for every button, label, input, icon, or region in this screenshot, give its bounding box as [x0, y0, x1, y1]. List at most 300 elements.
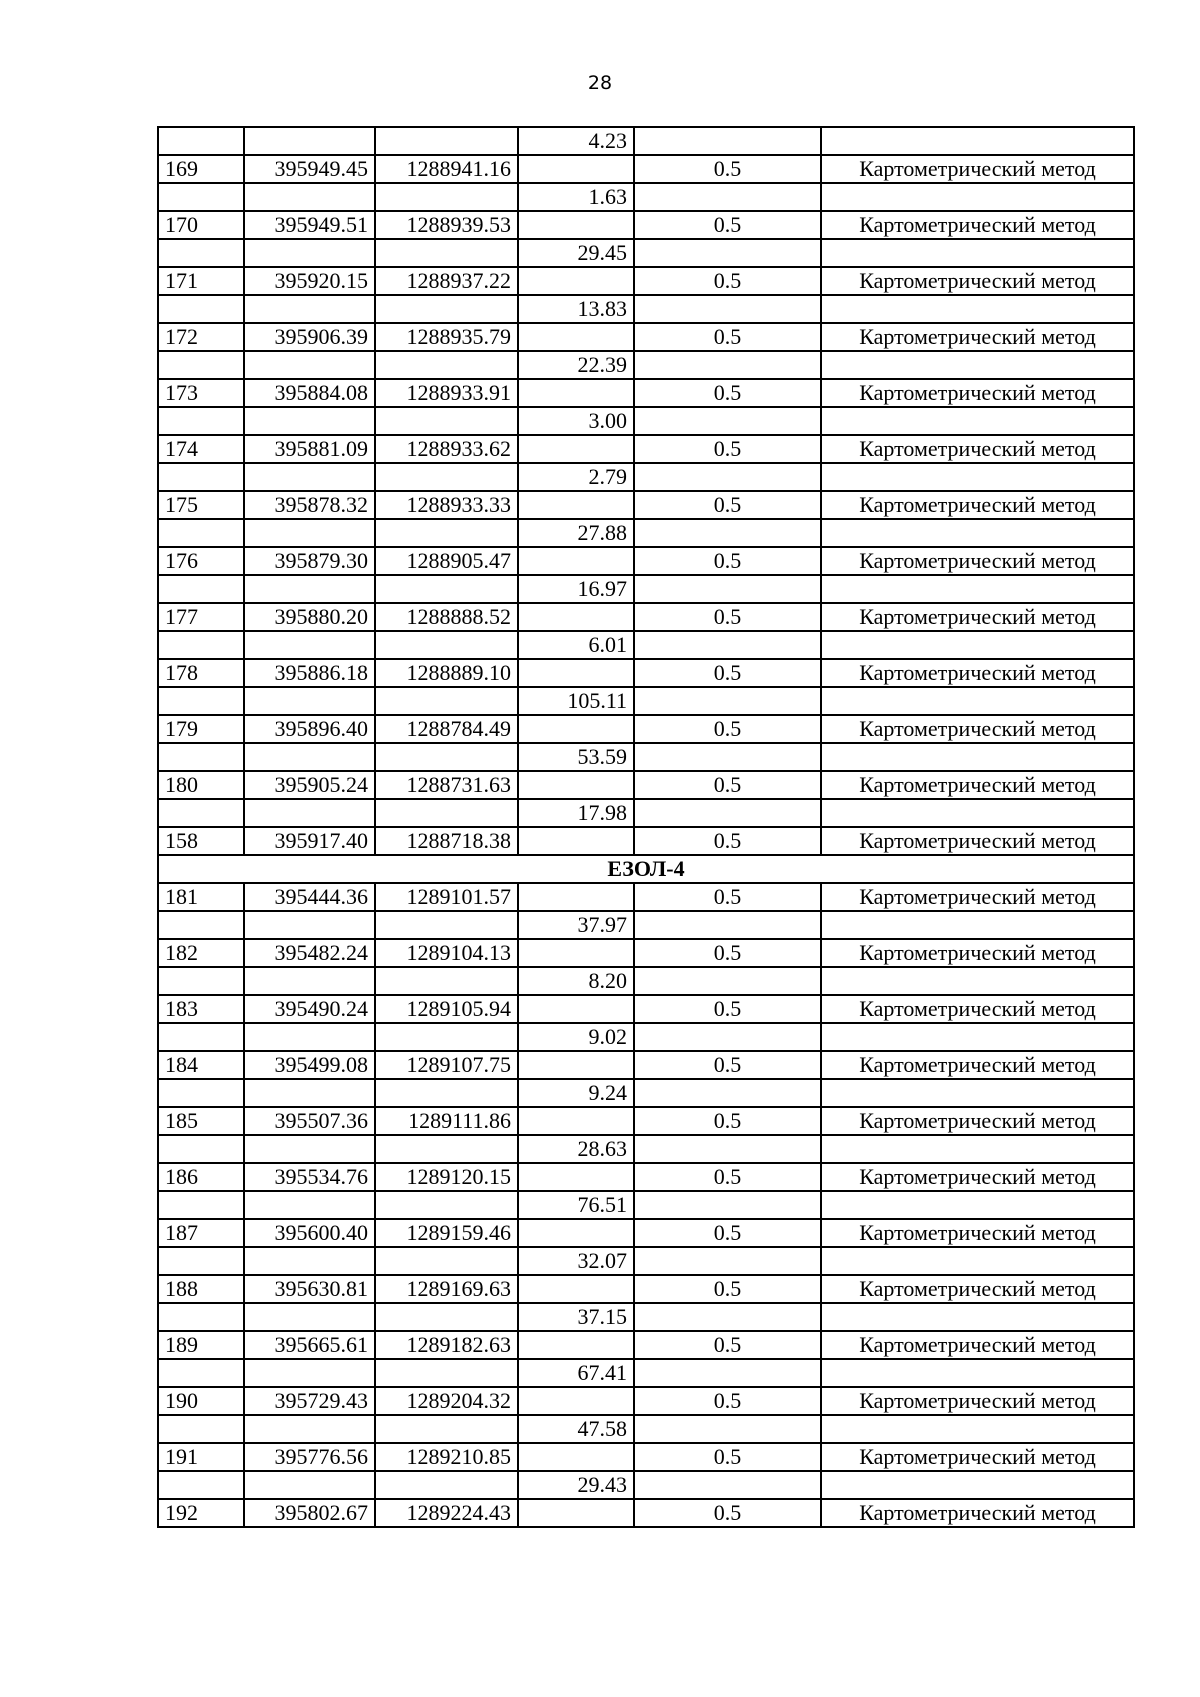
y-coordinate-cell: 1288888.52	[375, 603, 518, 631]
distance-cell	[518, 883, 634, 911]
distance-row	[158, 1079, 1134, 1107]
accuracy-cell: 0.5	[634, 1163, 821, 1191]
method-cell	[821, 1079, 1134, 1107]
method-cell: Картометрический метод	[821, 659, 1134, 687]
distance-cell: 47.58	[518, 1415, 634, 1443]
accuracy-cell	[634, 1247, 821, 1275]
y-coordinate-cell: 1288933.62	[375, 435, 518, 463]
method-cell	[821, 239, 1134, 267]
point-number-cell	[158, 1191, 244, 1219]
x-coordinate-cell	[244, 743, 375, 771]
method-cell	[821, 351, 1134, 379]
accuracy-cell: 0.5	[634, 435, 821, 463]
point-number-cell: 171	[158, 267, 244, 295]
x-coordinate-cell: 395802.67	[244, 1499, 375, 1527]
point-row	[158, 939, 1134, 967]
point-number-cell: 175	[158, 491, 244, 519]
point-number-cell: 174	[158, 435, 244, 463]
x-coordinate-cell: 395949.51	[244, 211, 375, 239]
point-number-cell	[158, 463, 244, 491]
point-row	[158, 1275, 1134, 1303]
point-row	[158, 1387, 1134, 1415]
y-coordinate-cell: 1288937.22	[375, 267, 518, 295]
accuracy-cell: 0.5	[634, 547, 821, 575]
point-number-cell	[158, 183, 244, 211]
distance-cell	[518, 491, 634, 519]
point-number-cell: 172	[158, 323, 244, 351]
accuracy-cell	[634, 1023, 821, 1051]
y-coordinate-cell: 1288731.63	[375, 771, 518, 799]
x-coordinate-cell	[244, 463, 375, 491]
y-coordinate-cell: 1289169.63	[375, 1275, 518, 1303]
y-coordinate-cell	[375, 799, 518, 827]
x-coordinate-cell	[244, 1079, 375, 1107]
point-number-cell: 169	[158, 155, 244, 183]
method-cell	[821, 1191, 1134, 1219]
accuracy-cell: 0.5	[634, 995, 821, 1023]
method-cell	[821, 687, 1134, 715]
method-cell	[821, 631, 1134, 659]
distance-row	[158, 1023, 1134, 1051]
method-cell: Картометрический метод	[821, 1275, 1134, 1303]
point-number-cell	[158, 911, 244, 939]
method-cell: Картометрический метод	[821, 155, 1134, 183]
method-cell	[821, 1023, 1134, 1051]
accuracy-cell: 0.5	[634, 715, 821, 743]
distance-cell: 2.79	[518, 463, 634, 491]
x-coordinate-cell: 395729.43	[244, 1387, 375, 1415]
method-cell: Картометрический метод	[821, 379, 1134, 407]
point-number-cell: 177	[158, 603, 244, 631]
accuracy-cell: 0.5	[634, 1051, 821, 1079]
point-row	[158, 883, 1134, 911]
accuracy-cell	[634, 743, 821, 771]
distance-cell: 8.20	[518, 967, 634, 995]
y-coordinate-cell	[375, 911, 518, 939]
x-coordinate-cell: 395444.36	[244, 883, 375, 911]
y-coordinate-cell	[375, 1359, 518, 1387]
y-coordinate-cell	[375, 575, 518, 603]
point-row	[158, 155, 1134, 183]
distance-cell: 16.97	[518, 575, 634, 603]
distance-cell	[518, 1275, 634, 1303]
point-number-cell	[158, 351, 244, 379]
distance-row	[158, 1471, 1134, 1499]
method-cell: Картометрический метод	[821, 883, 1134, 911]
y-coordinate-cell	[375, 1303, 518, 1331]
point-number-cell: 176	[158, 547, 244, 575]
distance-cell	[518, 547, 634, 575]
y-coordinate-cell	[375, 463, 518, 491]
distance-cell	[518, 1163, 634, 1191]
x-coordinate-cell: 395879.30	[244, 547, 375, 575]
x-coordinate-cell: 395881.09	[244, 435, 375, 463]
x-coordinate-cell	[244, 519, 375, 547]
y-coordinate-cell	[375, 743, 518, 771]
distance-cell: 29.45	[518, 239, 634, 267]
y-coordinate-cell	[375, 1415, 518, 1443]
point-row	[158, 267, 1134, 295]
section-title: ЕЗОЛ-4	[158, 855, 1134, 883]
method-cell	[821, 575, 1134, 603]
accuracy-cell	[634, 687, 821, 715]
method-cell: Картометрический метод	[821, 1443, 1134, 1471]
accuracy-cell	[634, 967, 821, 995]
x-coordinate-cell	[244, 799, 375, 827]
y-coordinate-cell: 1288933.33	[375, 491, 518, 519]
y-coordinate-cell	[375, 1023, 518, 1051]
distance-row	[158, 295, 1134, 323]
distance-cell: 105.11	[518, 687, 634, 715]
accuracy-cell	[634, 911, 821, 939]
point-number-cell	[158, 1359, 244, 1387]
method-cell	[821, 295, 1134, 323]
point-row	[158, 435, 1134, 463]
x-coordinate-cell: 395630.81	[244, 1275, 375, 1303]
distance-cell	[518, 1443, 634, 1471]
distance-cell: 28.63	[518, 1135, 634, 1163]
accuracy-cell: 0.5	[634, 323, 821, 351]
method-cell: Картометрический метод	[821, 491, 1134, 519]
point-number-cell	[158, 1023, 244, 1051]
accuracy-cell	[634, 463, 821, 491]
y-coordinate-cell: 1289107.75	[375, 1051, 518, 1079]
accuracy-cell: 0.5	[634, 1219, 821, 1247]
table-body	[158, 127, 1134, 1527]
x-coordinate-cell: 395507.36	[244, 1107, 375, 1135]
distance-cell	[518, 435, 634, 463]
method-cell	[821, 463, 1134, 491]
method-cell	[821, 407, 1134, 435]
distance-row	[158, 183, 1134, 211]
x-coordinate-cell: 395490.24	[244, 995, 375, 1023]
point-number-cell	[158, 1247, 244, 1275]
distance-cell: 4.23	[518, 127, 634, 155]
y-coordinate-cell: 1288935.79	[375, 323, 518, 351]
point-number-cell: 173	[158, 379, 244, 407]
x-coordinate-cell	[244, 1303, 375, 1331]
accuracy-cell: 0.5	[634, 267, 821, 295]
x-coordinate-cell	[244, 127, 375, 155]
y-coordinate-cell	[375, 295, 518, 323]
accuracy-cell: 0.5	[634, 379, 821, 407]
accuracy-cell: 0.5	[634, 155, 821, 183]
point-number-cell	[158, 1303, 244, 1331]
point-row	[158, 827, 1134, 855]
distance-cell	[518, 267, 634, 295]
x-coordinate-cell	[244, 183, 375, 211]
y-coordinate-cell: 1289111.86	[375, 1107, 518, 1135]
method-cell: Картометрический метод	[821, 435, 1134, 463]
y-coordinate-cell: 1288939.53	[375, 211, 518, 239]
x-coordinate-cell	[244, 1359, 375, 1387]
point-number-cell: 158	[158, 827, 244, 855]
method-cell: Картометрический метод	[821, 1051, 1134, 1079]
distance-cell	[518, 827, 634, 855]
accuracy-cell	[634, 1471, 821, 1499]
accuracy-cell	[634, 1359, 821, 1387]
method-cell: Картометрический метод	[821, 547, 1134, 575]
y-coordinate-cell	[375, 1191, 518, 1219]
distance-cell	[518, 323, 634, 351]
method-cell: Картометрический метод	[821, 771, 1134, 799]
method-cell	[821, 967, 1134, 995]
method-cell: Картометрический метод	[821, 1219, 1134, 1247]
y-coordinate-cell: 1289159.46	[375, 1219, 518, 1247]
method-cell	[821, 519, 1134, 547]
distance-cell	[518, 715, 634, 743]
x-coordinate-cell: 395534.76	[244, 1163, 375, 1191]
y-coordinate-cell	[375, 127, 518, 155]
y-coordinate-cell: 1289182.63	[375, 1331, 518, 1359]
method-cell: Картометрический метод	[821, 603, 1134, 631]
method-cell: Картометрический метод	[821, 827, 1134, 855]
x-coordinate-cell: 395949.45	[244, 155, 375, 183]
distance-cell	[518, 603, 634, 631]
method-cell	[821, 1359, 1134, 1387]
accuracy-cell	[634, 1191, 821, 1219]
point-row	[158, 211, 1134, 239]
x-coordinate-cell: 395880.20	[244, 603, 375, 631]
distance-cell: 9.02	[518, 1023, 634, 1051]
accuracy-cell	[634, 631, 821, 659]
x-coordinate-cell: 395906.39	[244, 323, 375, 351]
point-number-cell: 181	[158, 883, 244, 911]
x-coordinate-cell	[244, 351, 375, 379]
distance-cell: 32.07	[518, 1247, 634, 1275]
accuracy-cell: 0.5	[634, 1275, 821, 1303]
point-number-cell: 185	[158, 1107, 244, 1135]
distance-cell: 6.01	[518, 631, 634, 659]
method-cell: Картометрический метод	[821, 267, 1134, 295]
point-number-cell: 179	[158, 715, 244, 743]
accuracy-cell: 0.5	[634, 883, 821, 911]
distance-cell	[518, 1331, 634, 1359]
x-coordinate-cell	[244, 631, 375, 659]
distance-cell: 17.98	[518, 799, 634, 827]
method-cell	[821, 183, 1134, 211]
distance-cell	[518, 771, 634, 799]
distance-cell: 22.39	[518, 351, 634, 379]
method-cell	[821, 1247, 1134, 1275]
x-coordinate-cell	[244, 1471, 375, 1499]
accuracy-cell	[634, 183, 821, 211]
y-coordinate-cell: 1288941.16	[375, 155, 518, 183]
point-number-cell: 170	[158, 211, 244, 239]
point-row	[158, 603, 1134, 631]
accuracy-cell	[634, 1079, 821, 1107]
accuracy-cell	[634, 351, 821, 379]
point-number-cell	[158, 1135, 244, 1163]
y-coordinate-cell	[375, 239, 518, 267]
accuracy-cell: 0.5	[634, 1107, 821, 1135]
point-number-cell: 183	[158, 995, 244, 1023]
point-number-cell: 178	[158, 659, 244, 687]
point-number-cell: 187	[158, 1219, 244, 1247]
distance-cell: 53.59	[518, 743, 634, 771]
accuracy-cell: 0.5	[634, 1331, 821, 1359]
distance-cell	[518, 939, 634, 967]
point-number-cell	[158, 687, 244, 715]
point-number-cell: 182	[158, 939, 244, 967]
method-cell	[821, 1303, 1134, 1331]
x-coordinate-cell: 395665.61	[244, 1331, 375, 1359]
distance-row	[158, 1415, 1134, 1443]
method-cell: Картометрический метод	[821, 1163, 1134, 1191]
y-coordinate-cell: 1289204.32	[375, 1387, 518, 1415]
distance-cell: 76.51	[518, 1191, 634, 1219]
method-cell	[821, 743, 1134, 771]
accuracy-cell	[634, 239, 821, 267]
y-coordinate-cell: 1288718.38	[375, 827, 518, 855]
method-cell	[821, 799, 1134, 827]
y-coordinate-cell: 1288905.47	[375, 547, 518, 575]
accuracy-cell	[634, 1303, 821, 1331]
method-cell	[821, 911, 1134, 939]
distance-row	[158, 127, 1134, 155]
y-coordinate-cell: 1289101.57	[375, 883, 518, 911]
method-cell: Картометрический метод	[821, 995, 1134, 1023]
y-coordinate-cell	[375, 1079, 518, 1107]
distance-row	[158, 799, 1134, 827]
point-number-cell	[158, 575, 244, 603]
point-row	[158, 323, 1134, 351]
x-coordinate-cell	[244, 967, 375, 995]
point-number-cell	[158, 967, 244, 995]
y-coordinate-cell: 1288889.10	[375, 659, 518, 687]
method-cell: Картометрический метод	[821, 211, 1134, 239]
method-cell: Картометрический метод	[821, 715, 1134, 743]
x-coordinate-cell	[244, 295, 375, 323]
point-number-cell: 188	[158, 1275, 244, 1303]
x-coordinate-cell: 395482.24	[244, 939, 375, 967]
accuracy-cell: 0.5	[634, 659, 821, 687]
distance-cell	[518, 1387, 634, 1415]
y-coordinate-cell: 1289224.43	[375, 1499, 518, 1527]
accuracy-cell: 0.5	[634, 939, 821, 967]
point-row	[158, 1331, 1134, 1359]
point-row	[158, 1107, 1134, 1135]
y-coordinate-cell: 1289104.13	[375, 939, 518, 967]
y-coordinate-cell	[375, 687, 518, 715]
point-number-cell	[158, 743, 244, 771]
accuracy-cell	[634, 1135, 821, 1163]
point-row	[158, 771, 1134, 799]
point-row	[158, 1443, 1134, 1471]
x-coordinate-cell	[244, 407, 375, 435]
x-coordinate-cell	[244, 1415, 375, 1443]
y-coordinate-cell: 1288933.91	[375, 379, 518, 407]
coordinates-table	[157, 126, 1135, 1528]
y-coordinate-cell	[375, 967, 518, 995]
distance-row	[158, 407, 1134, 435]
point-number-cell: 191	[158, 1443, 244, 1471]
distance-cell	[518, 1051, 634, 1079]
point-number-cell	[158, 1079, 244, 1107]
distance-row	[158, 575, 1134, 603]
distance-row	[158, 1359, 1134, 1387]
method-cell: Картометрический метод	[821, 1387, 1134, 1415]
x-coordinate-cell	[244, 575, 375, 603]
accuracy-cell: 0.5	[634, 1443, 821, 1471]
y-coordinate-cell	[375, 183, 518, 211]
accuracy-cell	[634, 575, 821, 603]
distance-cell: 3.00	[518, 407, 634, 435]
section-header-row	[158, 855, 1134, 883]
point-number-cell	[158, 1471, 244, 1499]
distance-cell	[518, 1499, 634, 1527]
distance-row	[158, 519, 1134, 547]
method-cell	[821, 1415, 1134, 1443]
x-coordinate-cell	[244, 1247, 375, 1275]
distance-cell	[518, 995, 634, 1023]
y-coordinate-cell	[375, 1135, 518, 1163]
point-row	[158, 1219, 1134, 1247]
distance-cell	[518, 155, 634, 183]
x-coordinate-cell	[244, 239, 375, 267]
x-coordinate-cell: 395499.08	[244, 1051, 375, 1079]
accuracy-cell: 0.5	[634, 771, 821, 799]
accuracy-cell: 0.5	[634, 491, 821, 519]
distance-cell: 29.43	[518, 1471, 634, 1499]
point-number-cell: 189	[158, 1331, 244, 1359]
x-coordinate-cell: 395776.56	[244, 1443, 375, 1471]
y-coordinate-cell	[375, 351, 518, 379]
distance-row	[158, 1247, 1134, 1275]
accuracy-cell: 0.5	[634, 1387, 821, 1415]
accuracy-cell	[634, 519, 821, 547]
distance-row	[158, 911, 1134, 939]
page-number: 28	[587, 72, 613, 94]
point-number-cell: 184	[158, 1051, 244, 1079]
accuracy-cell: 0.5	[634, 211, 821, 239]
accuracy-cell: 0.5	[634, 827, 821, 855]
point-number-cell: 192	[158, 1499, 244, 1527]
distance-row	[158, 463, 1134, 491]
distance-row	[158, 1191, 1134, 1219]
distance-row	[158, 351, 1134, 379]
y-coordinate-cell: 1289105.94	[375, 995, 518, 1023]
x-coordinate-cell: 395896.40	[244, 715, 375, 743]
x-coordinate-cell: 395920.15	[244, 267, 375, 295]
distance-cell	[518, 1219, 634, 1247]
point-row	[158, 379, 1134, 407]
accuracy-cell: 0.5	[634, 1499, 821, 1527]
distance-cell: 37.97	[518, 911, 634, 939]
point-row	[158, 715, 1134, 743]
method-cell: Картометрический метод	[821, 1331, 1134, 1359]
point-number-cell	[158, 295, 244, 323]
point-row	[158, 1499, 1134, 1527]
point-number-cell: 186	[158, 1163, 244, 1191]
y-coordinate-cell	[375, 1471, 518, 1499]
accuracy-cell	[634, 295, 821, 323]
point-row	[158, 1163, 1134, 1191]
point-number-cell	[158, 1415, 244, 1443]
method-cell	[821, 127, 1134, 155]
y-coordinate-cell	[375, 407, 518, 435]
method-cell	[821, 1471, 1134, 1499]
y-coordinate-cell: 1289120.15	[375, 1163, 518, 1191]
distance-cell: 9.24	[518, 1079, 634, 1107]
distance-row	[158, 631, 1134, 659]
point-number-cell	[158, 631, 244, 659]
distance-cell	[518, 1107, 634, 1135]
method-cell: Картометрический метод	[821, 1107, 1134, 1135]
distance-row	[158, 687, 1134, 715]
method-cell: Картометрический метод	[821, 323, 1134, 351]
x-coordinate-cell	[244, 687, 375, 715]
